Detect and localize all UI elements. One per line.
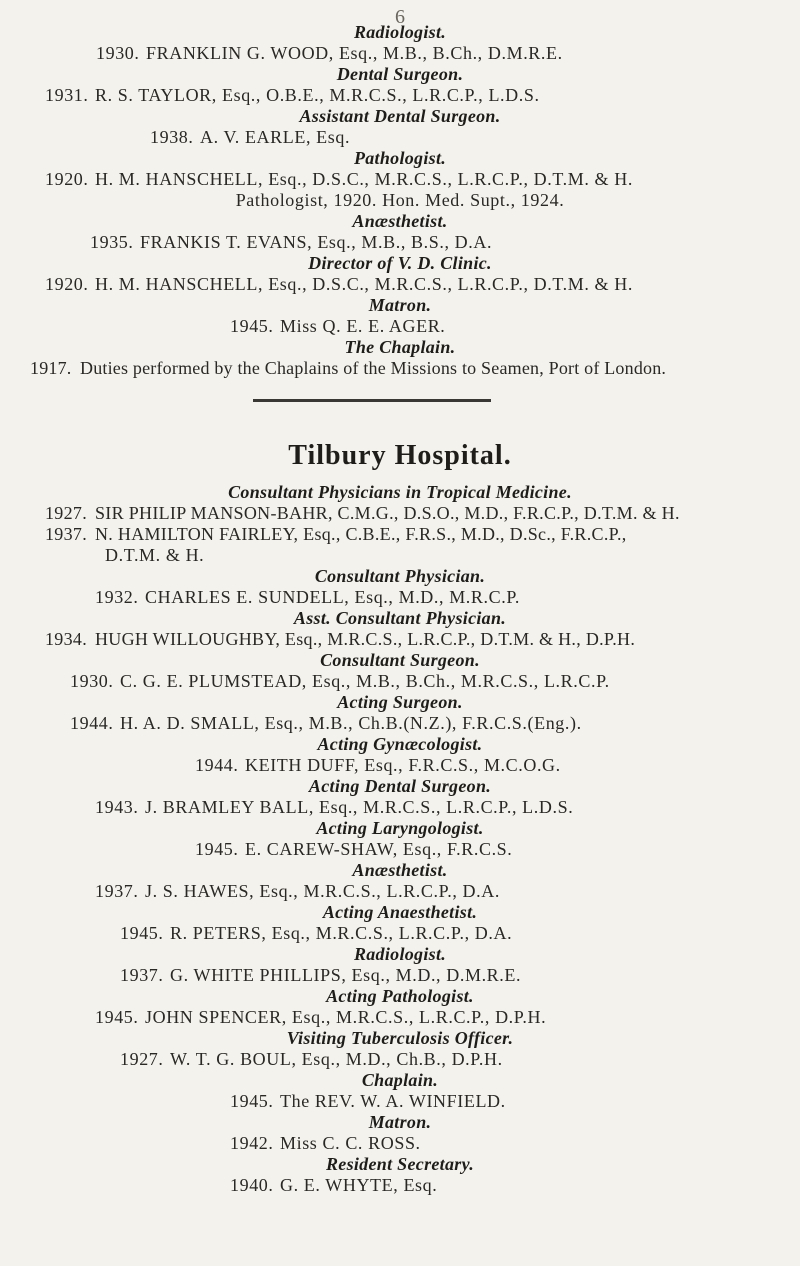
- staff-entry: 1944. KEITH DUFF, Esq., F.R.C.S., M.C.O.G.: [195, 755, 561, 775]
- staff-note: Pathologist, 1920. Hon. Med. Supt., 1924.: [235, 190, 565, 210]
- staff-entry: 1937. J. S. HAWES, Esq., M.R.C.S., L.R.C.P., D.A.: [95, 881, 500, 901]
- section-divider: [253, 399, 491, 402]
- page-number: 6: [395, 6, 405, 28]
- role-heading: Consultant Physician.: [314, 566, 486, 586]
- role-heading: Radiologist.: [353, 944, 447, 964]
- staff-entry: 1938. A. V. EARLE, Esq.: [150, 127, 351, 147]
- role-heading: Anæsthetist.: [352, 860, 448, 880]
- role-heading: Acting Laryngologist.: [316, 818, 484, 838]
- role-heading: Matron.: [368, 1112, 432, 1132]
- staff-entry: 1945. The REV. W. A. WINFIELD.: [230, 1091, 506, 1111]
- role-heading: Consultant Physicians in Tropical Medicine.: [228, 482, 572, 502]
- role-heading: Matron.: [368, 295, 432, 315]
- role-heading: Consultant Surgeon.: [320, 650, 480, 670]
- staff-entry: 1937. N. HAMILTON FAIRLEY, Esq., C.B.E., F.R.S., M.D., D.Sc., F.R.C.P.,: [45, 524, 627, 544]
- role-heading: Assistant Dental Surgeon.: [299, 106, 501, 126]
- staff-entry: 1945. Miss Q. E. E. AGER.: [230, 316, 446, 336]
- staff-entry: 1942. Miss C. C. ROSS.: [230, 1133, 421, 1153]
- staff-entry: 1943. J. BRAMLEY BALL, Esq., M.R.C.S., L.R.C.P., L.D.S.: [95, 797, 574, 817]
- staff-entry: 1930. C. G. E. PLUMSTEAD, Esq., M.B., B.Ch., M.R.C.S., L.R.C.P.: [70, 671, 610, 691]
- staff-entry: 1934. HUGH WILLOUGHBY, Esq., M.R.C.S., L.R.C.P., D.T.M. & H., D.P.H.: [45, 629, 636, 649]
- role-heading: Acting Pathologist.: [326, 986, 474, 1006]
- staff-entry: 1930. FRANKLIN G. WOOD, Esq., M.B., B.Ch., D.M.R.E.: [96, 43, 563, 63]
- staff-entry: 1927. W. T. G. BOUL, Esq., M.D., Ch.B., D.P.H.: [120, 1049, 503, 1069]
- staff-entry: 1945. JOHN SPENCER, Esq., M.R.C.S., L.R.C.P., D.P.H.: [95, 1007, 547, 1027]
- staff-entry: 1920. H. M. HANSCHELL, Esq., D.S.C., M.R.C.S., L.R.C.P., D.T.M. & H.: [45, 274, 633, 294]
- staff-entry: 1932. CHARLES E. SUNDELL, Esq., M.D., M.R.C.P.: [95, 587, 521, 607]
- role-heading: Radiologist.: [353, 22, 447, 42]
- staff-entry: 1927. SIR PHILIP MANSON-BAHR, C.M.G., D.S.O., M.D., F.R.C.P., D.T.M. & H.: [45, 503, 680, 523]
- role-heading: Chaplain.: [361, 1070, 439, 1090]
- staff-entry: 1935. FRANKIS T. EVANS, Esq., M.B., B.S., D.A.: [90, 232, 493, 252]
- role-heading: Director of V. D. Clinic.: [308, 253, 492, 273]
- staff-entry: 1944. H. A. D. SMALL, Esq., M.B., Ch.B.(N.Z.), F.R.C.S.(Eng.).: [70, 713, 582, 733]
- staff-list-lower: [0, 482, 800, 1196]
- role-heading: Pathologist.: [353, 148, 447, 168]
- role-heading: Anæsthetist.: [352, 211, 448, 231]
- role-heading: Acting Gynæcologist.: [317, 734, 483, 754]
- staff-entry: 1945. R. PETERS, Esq., M.R.C.S., L.R.C.P., D.A.: [120, 923, 513, 943]
- staff-entry: 1937. G. WHITE PHILLIPS, Esq., M.D., D.M.R.E.: [120, 965, 522, 985]
- role-heading: Visiting Tuberculosis Officer.: [286, 1028, 514, 1048]
- role-heading: The Chaplain.: [344, 337, 456, 357]
- staff-entry-continued: D.T.M. & H.: [105, 545, 205, 565]
- role-heading: Dental Surgeon.: [336, 64, 464, 84]
- role-heading: Acting Dental Surgeon.: [308, 776, 492, 796]
- staff-entry: 1945. E. CAREW-SHAW, Esq., F.R.C.S.: [195, 839, 513, 859]
- role-heading: Acting Anaesthetist.: [322, 902, 478, 922]
- hospital-title: Tilbury Hospital.: [288, 440, 512, 471]
- staff-entry: 1920. H. M. HANSCHELL, Esq., D.S.C., M.R.C.S., L.R.C.P., D.T.M. & H.: [45, 169, 633, 189]
- staff-list-upper: [0, 22, 800, 379]
- role-heading: Acting Surgeon.: [337, 692, 463, 712]
- staff-entry: 1931. R. S. TAYLOR, Esq., O.B.E., M.R.C.S., L.R.C.P., L.D.S.: [45, 85, 540, 105]
- staff-entry: 1917. Duties performed by the Chaplains of the Missions to Seamen, Port of London.: [30, 358, 667, 378]
- staff-entry: 1940. G. E. WHYTE, Esq.: [230, 1175, 438, 1195]
- role-heading: Resident Secretary.: [325, 1154, 474, 1174]
- role-heading: Asst. Consultant Physician.: [293, 608, 507, 628]
